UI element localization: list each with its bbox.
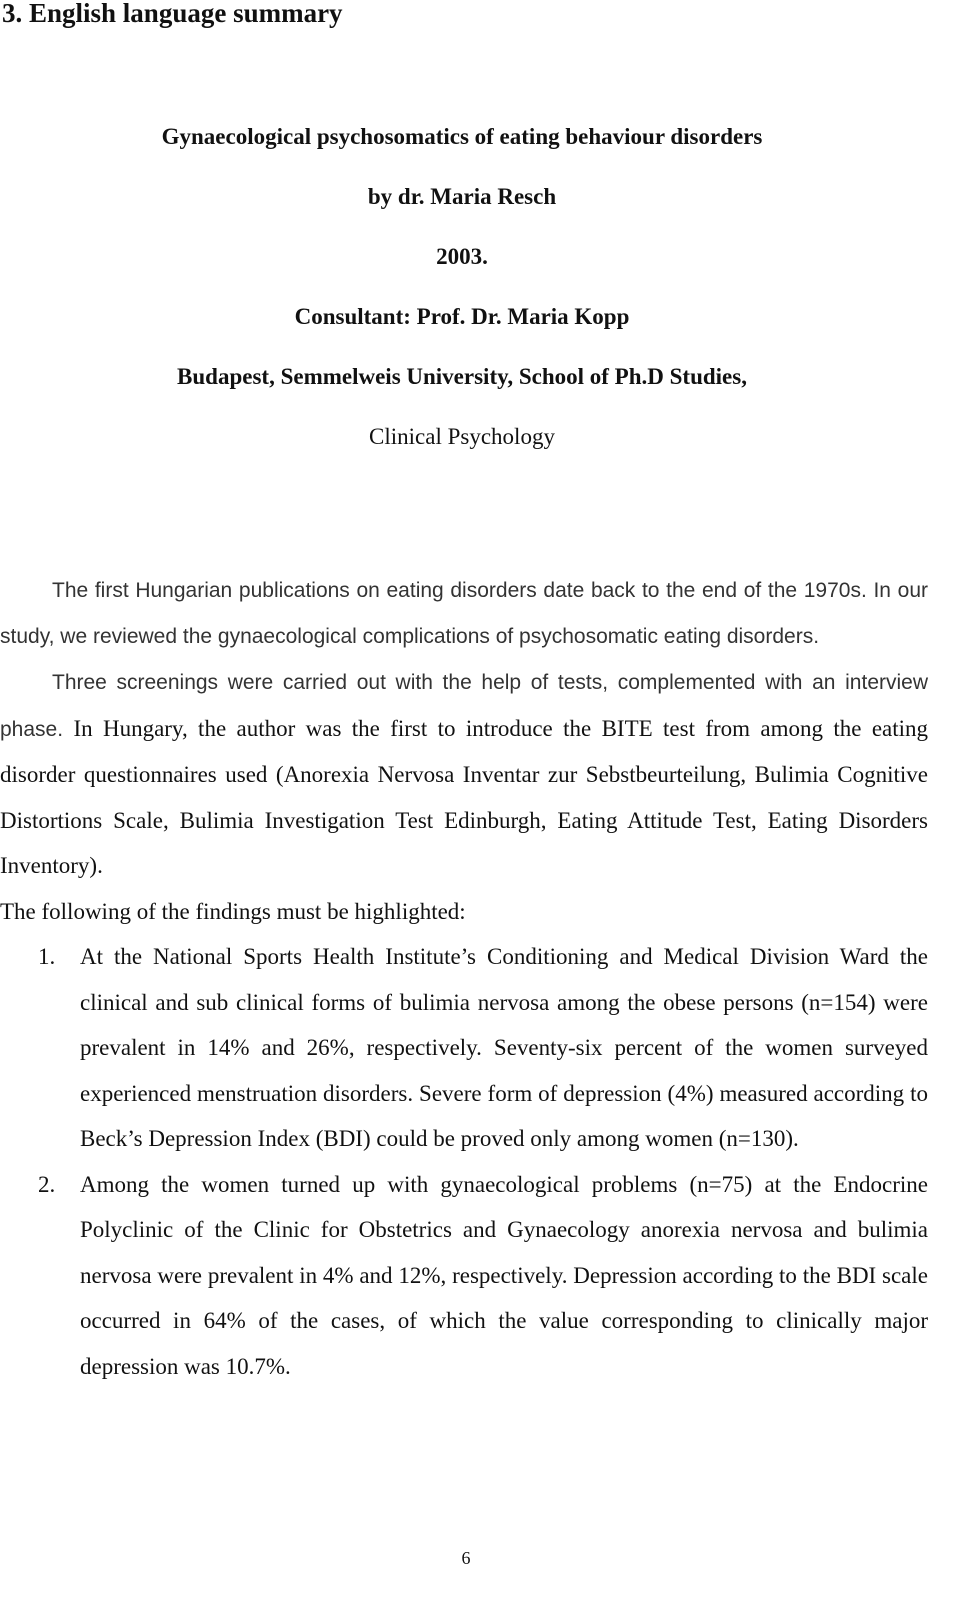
finding-text: Among the women turned up with gynaecological problems (n=75) at the Endocrine Polyclinic of the Clinic for Obstetrics and Gynaecology anorexia nervosa and bulimia nervosa were prevalent in 4% and 12%, respectively. Depression according to the BDI scale occurred in 64% of the cases, of which the value corresponding to clinically major depression was 10.7%.: [80, 1171, 928, 1379]
methods-sentence-2: In Hungary, the author was the first to introduce the BITE test from among the eating disorder questionnaires used (Anorexia Nervosa Inventar zur Sebstbeurteilung, Bulimia Cognitive Distortions Scale, Bulimia Investigation Test Edinburgh, Eating Attitude Test, Eating Disorders Inventory).: [0, 715, 929, 878]
author-line: by dr. Maria Resch: [367, 184, 557, 209]
finding-text: At the National Sports Health Institute’s Conditioning and Medical Division Ward the clinical and sub clinical forms of bulimia nervosa among the obese persons (n=154) were prevalent in 14% and 26%, respectively. Seventy-six percent of the women surveyed experienced menstruation disorders. Severe form of depression (4%) measured according to Beck’s Depression Index (BDI) could be proved only among women (n=130).: [80, 944, 928, 1151]
year-line: 2003.: [436, 244, 488, 269]
findings-intro: The following of the findings must be highlighted:: [0, 898, 466, 924]
intro-sentence-1: The first Hungarian publications on eating disorders date back to the end of the 1970s.: [52, 579, 867, 602]
finding-item: [0, 934, 928, 1162]
summary-body: [0, 568, 928, 1389]
findings-list: [0, 934, 928, 1389]
consultant-line: Consultant: Prof. Dr. Maria Kopp: [294, 304, 630, 329]
page-number: 6: [461, 1548, 471, 1568]
institution-line: Budapest, Semmelweis University, School of Ph.D Studies,: [177, 364, 747, 389]
title-block: [0, 117, 924, 477]
methods-sentence-1: Three screenings were carried out with the help of tests, complemented with an interview phase.: [0, 671, 928, 741]
document-title: Gynaecological psychosomatics of eating behaviour disorders: [161, 124, 763, 149]
department-line: Clinical Psychology: [369, 424, 555, 449]
finding-item: [0, 1162, 928, 1390]
paragraph-intro: [0, 568, 928, 659]
section-heading: 3. English language summary: [2, 0, 343, 28]
intro-sentence-2: In our study, we reviewed the gynaecological complications of psychosomatic eating disorders.: [0, 579, 928, 648]
paragraph-methods: [0, 659, 928, 889]
finding-number: 1.: [38, 944, 56, 969]
finding-number: 2.: [38, 1171, 56, 1197]
